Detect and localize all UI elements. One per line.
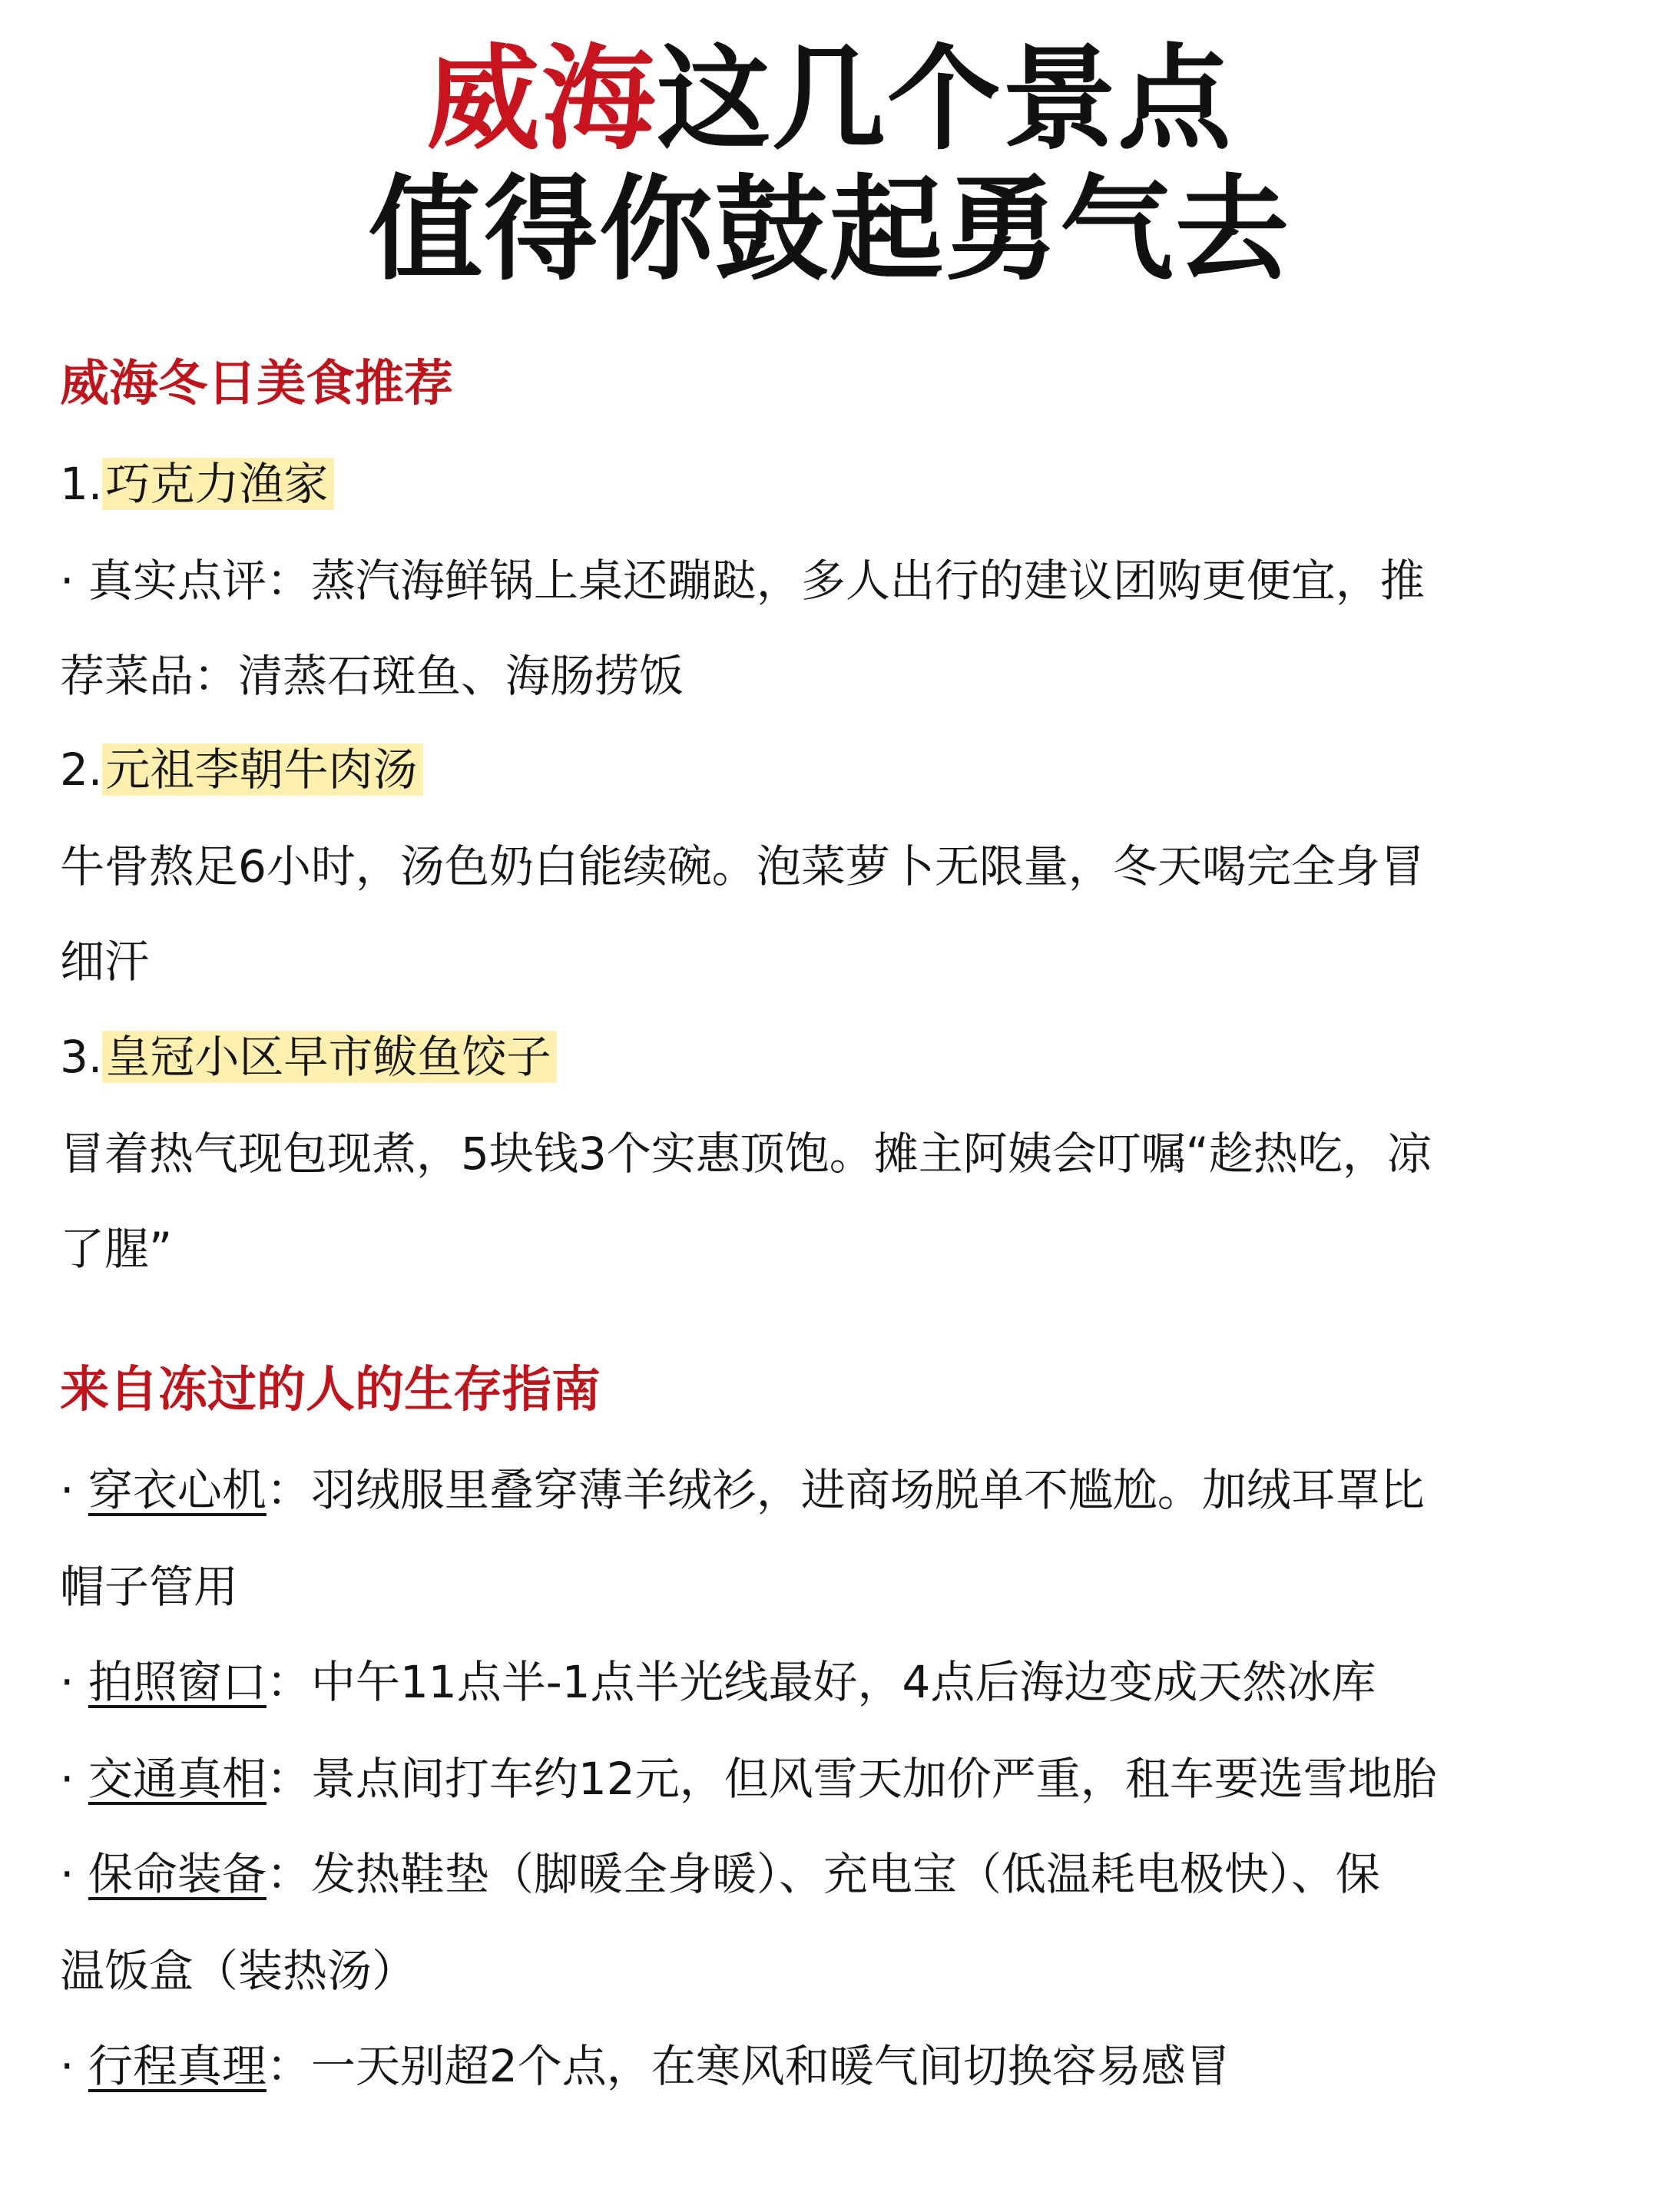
food-item-1-title <box>60 456 334 512</box>
guide-item-3-text: ：景点间打车约12元，但风雪天加价严重，租车要选雪地胎 <box>266 1753 1437 1805</box>
guide-item-1-label: 穿衣心机 <box>88 1464 267 1516</box>
guide-item-5-label: 行程真理 <box>88 2040 267 2092</box>
guide-item-1-line-2: 帽子管用 <box>60 1561 239 1613</box>
guide-item-2-text: ：中午11点半-1点半光线最好，4点后海边变成天然冰库 <box>266 1656 1376 1708</box>
bullet-dot: · <box>60 1656 88 1708</box>
food-item-3-desc-line-1: 冒着热气现包现煮，5块钱3个实惠顶饱。摊主阿姨会叮嘱“趁热吃，凉 <box>60 1128 1432 1180</box>
food-item-1-number: 1. <box>60 458 103 510</box>
guide-item-1-line-1 <box>60 1462 1425 1518</box>
title-rest-text: 这几个景点 <box>657 33 1233 165</box>
food-item-1-desc-line-1: · 真实点评：蒸汽海鲜锅上桌还蹦跶，多人出行的建议团购更便宜，推 <box>60 555 1425 607</box>
bullet-dot: · <box>60 1848 88 1900</box>
food-item-2-name: 元祖李朝牛肉汤 <box>102 743 423 796</box>
page-title-line-2: 值得你鼓起勇气去 <box>369 164 1290 296</box>
bullet-dot: · <box>60 1753 88 1805</box>
food-item-3-desc-line-2: 了腥” <box>60 1223 173 1275</box>
food-item-2-desc-line-2: 细汗 <box>60 935 150 988</box>
food-item-3-title <box>60 1029 557 1084</box>
food-item-1-name: 巧克力渔家 <box>102 458 334 510</box>
guide-item-4-text: ：发热鞋垫（脚暖全身暖）、充电宝（低温耗电极快）、保 <box>266 1848 1380 1900</box>
guide-item-2-line-1 <box>60 1654 1376 1710</box>
guide-item-2-label: 拍照窗口 <box>88 1656 267 1708</box>
food-item-1-desc-line-2: 荐菜品：清蒸石斑鱼、海肠捞饭 <box>60 650 684 702</box>
guide-item-5-text: ：一天别超2个点，在寒风和暖气间切换容易感冒 <box>266 2040 1230 2092</box>
page-title-line-1 <box>0 34 1659 164</box>
food-item-2-number: 2. <box>60 743 103 796</box>
bullet-dot: · <box>60 2040 88 2092</box>
food-section-heading: 威海冬日美食推荐 <box>60 356 453 412</box>
guide-item-5-line-1 <box>60 2038 1230 2094</box>
food-item-3-name: 皇冠小区早市鲅鱼饺子 <box>102 1031 557 1083</box>
guide-section-heading: 来自冻过的人的生存指南 <box>60 1362 601 1419</box>
guide-item-3-line-1 <box>60 1751 1437 1806</box>
guide-item-4-label: 保命装备 <box>88 1848 267 1900</box>
guide-item-3-label: 交通真相 <box>88 1753 267 1805</box>
guide-item-4-line-2: 温饭盒（装热汤） <box>60 1945 417 1997</box>
food-item-2-desc-line-1: 牛骨熬足6小时，汤色奶白能续碗。泡菜萝卜无限量，冬天喝完全身冒 <box>60 840 1425 892</box>
guide-item-4-line-1 <box>60 1846 1380 1902</box>
guide-item-1-text: ：羽绒服里叠穿薄羊绒衫，进商场脱单不尴尬。加绒耳罩比 <box>266 1464 1425 1516</box>
food-item-3-number: 3. <box>60 1031 103 1083</box>
bullet-dot: · <box>60 1464 88 1516</box>
title-accent-text: 威海 <box>426 33 657 165</box>
food-item-2-title <box>60 742 423 797</box>
